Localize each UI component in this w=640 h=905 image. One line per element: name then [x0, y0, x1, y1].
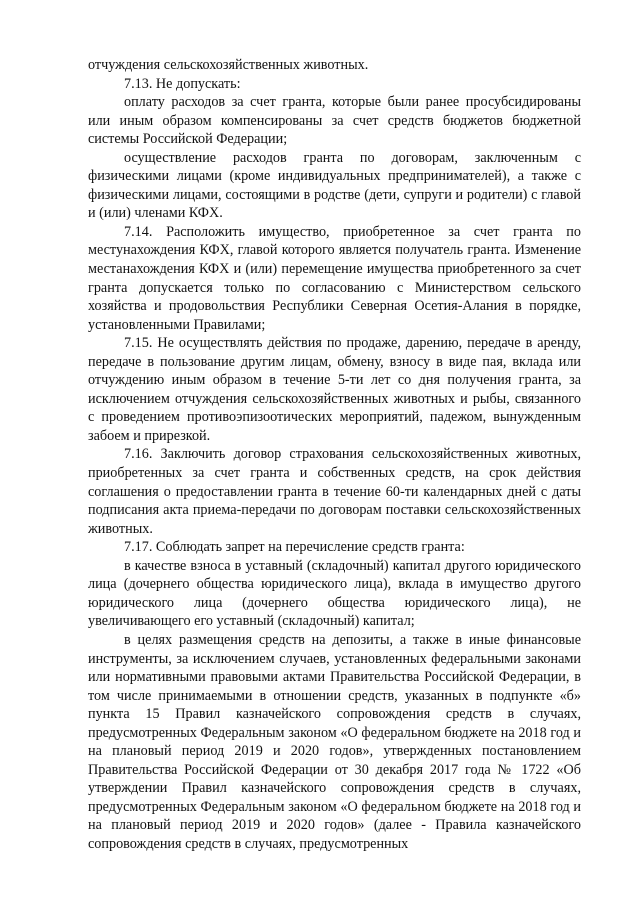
document-page	[88, 56, 581, 854]
paragraph-7-13-item-2: осуществление расходов гранта по договорам, заключенным с физическими лицами (кроме индивидуальных предпринимателей), а также с физическими лицами, состоящими в родстве (дети, супруги и родители) с главой и (или) членами КФХ.	[88, 149, 581, 222]
paragraph-7-16: 7.16. Заключить договор страхования сельскохозяйственных животных, приобретенных за счет гранта и собственных средств, на срок действия соглашения о предоставлении гранта в течение 60-ти календарных дней с даты подписания акта приема-передачи по договорам поставки сельскохозяйственных животных.	[88, 446, 581, 537]
paragraph-7-15: 7.15. Не осуществлять действия по продаже, дарению, передаче в аренду, передаче в пользование другим лицам, обмену, взносу в виде пая, вклада или отчуждению иным образом в течение 5-ти лет со дня получения гранта, за исключением отчуждения сельскохозяйственных животных и рыбы, связанного с проведением противоэпизоотических мероприятий, падежом, вынужденным забоем и прирезкой.	[88, 335, 581, 444]
paragraph-7-17-item-2: в целях размещения средств на депозиты, а также в иные финансовые инструменты, за исключением случаев, установленных федеральными законами или нормативными правовыми актами Правительства Российской Федерации, в том числе принимаемыми в отношении средств, указанных в подпункте «б» пункта 15 Правил казначейского сопровождения средств в случаях, предусмотренных Федеральным законом «О федеральном бюджете на 2018 год и на плановый период 2019 и 2020 годов», утвержденных постановлением Правительства Российской Федерации от 30 декабря 2017 года № 1722 «Об утверждении Правил казначейского сопровождения средств в случаях, предусмотренных Федеральным законом «О федеральном бюджете на 2018 год и на плановый период 2019 и 2020 годов» (далее - Правила казначейского сопровождения средств в случаях, предусмотренных	[88, 631, 581, 852]
paragraph-continuation: отчуждения сельскохозяйственных животных.	[88, 57, 369, 73]
paragraph-7-17-item-1: в качестве взноса в уставный (складочный) капитал другого юридического лица (дочернего общества юридического лица), вклада в имущество другого юридического лица (дочернего общества юридического лица), не увеличивающего его уставный (складочный) капитал;	[88, 557, 581, 630]
paragraph-7-17-heading: 7.17. Соблюдать запрет на перечисление средств гранта:	[124, 539, 465, 556]
paragraph-7-13-heading: 7.13. Не допускать:	[124, 75, 241, 92]
paragraph-7-14: 7.14. Расположить имущество, приобретенное за счет гранта по местунахождения КФХ, главой которого является получатель гранта. Изменение местанахождения КФХ и (или) перемещение имущества приобретенного за счет гранта допускается только по согласованию с Министерством сельского хозяйства и продовольствия Республики Северная Осетия-Алания в порядке, установленными Правилами;	[88, 223, 581, 333]
paragraph-7-13-item-1: оплату расходов за счет гранта, которые были ранее просубсидированы или иным образом компенсированы за счет средств бюджетов бюджетной системы Российской Федерации;	[88, 94, 581, 148]
